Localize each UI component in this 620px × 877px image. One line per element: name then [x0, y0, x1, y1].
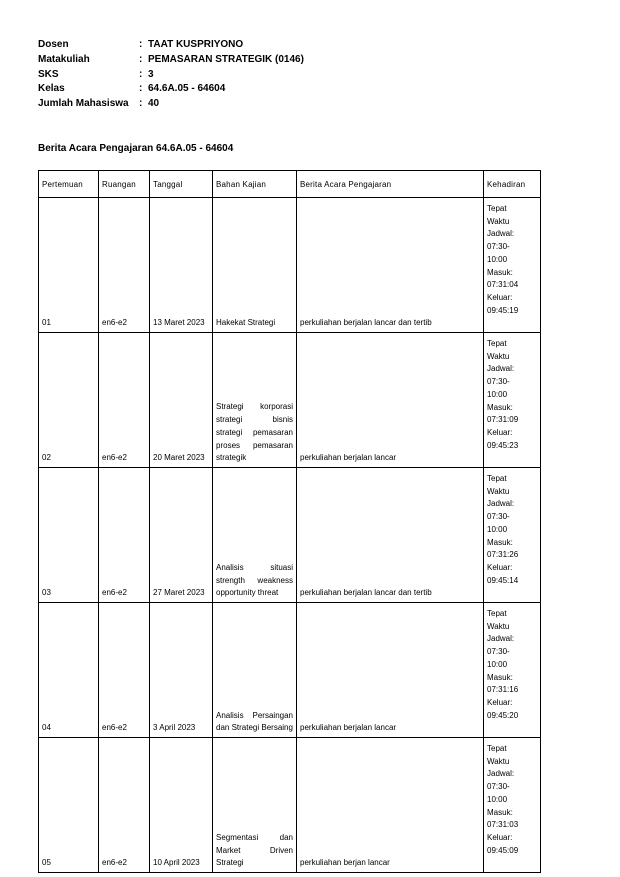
- info-label: SKS: [38, 68, 59, 80]
- kehadiran-line: 07:30-: [487, 782, 510, 792]
- cell-kehadiran: [484, 198, 541, 333]
- kehadiran-line: Jadwal:: [487, 364, 515, 374]
- kehadiran-line: Keluar:: [487, 562, 513, 572]
- cell-kehadiran: [484, 603, 541, 738]
- kehadiran-line: Masuk:: [487, 267, 513, 277]
- kehadiran-line: 09:45:23: [487, 440, 519, 450]
- kehadiran-line: Jadwal:: [487, 769, 515, 779]
- table-row: [39, 198, 541, 333]
- kehadiran-line: 09:45:09: [487, 845, 519, 855]
- cell-tanggal: 13 Maret 2023: [150, 198, 213, 333]
- info-value: 40: [148, 98, 160, 110]
- cell-berita-acara: perkuliahan berjalan lancar: [297, 603, 484, 738]
- cell-bahan-kajian: Analisis situasi strength weakness opportunity threat: [213, 468, 297, 603]
- header-tanggal: Tanggal: [150, 171, 213, 198]
- info-value: TAAT KUSPRIYONO: [148, 39, 244, 50]
- cell-pertemuan: 03: [39, 468, 99, 603]
- kehadiran-line: Keluar:: [487, 292, 513, 302]
- course-info: [38, 38, 304, 112]
- info-separator: :: [139, 83, 143, 95]
- kehadiran-line: 07:31:03: [487, 820, 519, 830]
- kehadiran-line: Keluar:: [487, 832, 513, 842]
- cell-kehadiran: [484, 738, 541, 873]
- kehadiran-line: Masuk:: [487, 672, 513, 682]
- kehadiran-line: Waktu: [487, 216, 510, 226]
- header-berita-acara: Berita Acara Pengajaran: [297, 171, 484, 198]
- kehadiran-line: 10:00: [487, 389, 508, 399]
- kehadiran-line: 10:00: [487, 254, 508, 264]
- kehadiran-line: 10:00: [487, 659, 508, 669]
- header-kehadiran: Kehadiran: [484, 171, 541, 198]
- cell-ruangan: en6-e2: [99, 468, 150, 603]
- kehadiran-line: 10:00: [487, 794, 508, 804]
- cell-pertemuan: 04: [39, 603, 99, 738]
- kehadiran-line: Jadwal:: [487, 634, 515, 644]
- kehadiran-line: Waktu: [487, 756, 510, 766]
- cell-ruangan: en6-e2: [99, 738, 150, 873]
- info-row-kelas: [38, 82, 304, 97]
- kehadiran-line: 07:30-: [487, 647, 510, 657]
- table-row: [39, 468, 541, 603]
- cell-ruangan: en6-e2: [99, 198, 150, 333]
- cell-kehadiran: [484, 333, 541, 468]
- kehadiran-line: Tepat: [487, 339, 507, 348]
- kehadiran-line: 07:31:09: [487, 415, 519, 425]
- info-row-dosen: [38, 38, 304, 53]
- kehadiran-line: 07:30-: [487, 242, 510, 252]
- table-header-row: [39, 171, 541, 198]
- attendance-table: [38, 170, 541, 873]
- header-pertemuan: Pertemuan: [39, 171, 99, 198]
- cell-ruangan: en6-e2: [99, 603, 150, 738]
- info-label: Kelas: [38, 83, 65, 95]
- cell-bahan-kajian: Strategi korporasi strategi bisnis strategi pemasaran proses pemasaran strategik: [213, 333, 297, 468]
- kehadiran-line: Masuk:: [487, 807, 513, 817]
- kehadiran-line: Tepat: [487, 204, 507, 213]
- kehadiran-line: Waktu: [487, 621, 510, 631]
- cell-kehadiran: [484, 468, 541, 603]
- kehadiran-line: 09:45:14: [487, 575, 519, 585]
- cell-bahan-kajian: Segmentasi dan Market Driven Strategi: [213, 738, 297, 873]
- header-bahan-kajian: Bahan Kajian: [213, 171, 297, 198]
- table-row: [39, 603, 541, 738]
- cell-tanggal: 20 Maret 2023: [150, 333, 213, 468]
- info-value: 64.6A.05 - 64604: [148, 83, 226, 95]
- kehadiran-line: 07:30-: [487, 377, 510, 387]
- cell-tanggal: 3 April 2023: [150, 603, 213, 738]
- cell-ruangan: en6-e2: [99, 333, 150, 468]
- kehadiran-line: Tepat: [487, 744, 507, 753]
- info-separator: :: [139, 53, 143, 65]
- cell-tanggal: 27 Maret 2023: [150, 468, 213, 603]
- table-row: [39, 738, 541, 873]
- info-row-matakuliah: [38, 53, 304, 68]
- section-title: Berita Acara Pengajaran 64.6A.05 - 64604: [38, 143, 234, 154]
- cell-pertemuan: 01: [39, 198, 99, 333]
- cell-bahan-kajian: Hakekat Strategi: [213, 198, 297, 333]
- kehadiran-line: 09:45:19: [487, 305, 519, 315]
- cell-berita-acara: perkuliahan berjalan lancar: [297, 333, 484, 468]
- info-separator: :: [139, 98, 143, 110]
- kehadiran-line: Tepat: [487, 474, 507, 483]
- info-value: 3: [148, 68, 154, 80]
- kehadiran-line: Masuk:: [487, 402, 513, 412]
- cell-berita-acara: perkuliahan berjalan lancar dan tertib: [297, 468, 484, 603]
- kehadiran-line: Waktu: [487, 486, 510, 496]
- kehadiran-line: 07:30-: [487, 512, 510, 522]
- cell-berita-acara: perkuliahan berjalan lancar dan tertib: [297, 198, 484, 333]
- info-label: Dosen: [38, 39, 69, 50]
- header-ruangan: Ruangan: [99, 171, 150, 198]
- info-label: Matakuliah: [38, 53, 90, 65]
- cell-pertemuan: 05: [39, 738, 99, 873]
- kehadiran-line: Jadwal:: [487, 229, 515, 239]
- kehadiran-line: Masuk:: [487, 537, 513, 547]
- kehadiran-line: Waktu: [487, 351, 510, 361]
- kehadiran-line: 10:00: [487, 524, 508, 534]
- cell-bahan-kajian: Analisis Persaingan dan Strategi Bersaing: [213, 603, 297, 738]
- kehadiran-line: 09:45:20: [487, 710, 519, 720]
- kehadiran-line: Keluar:: [487, 427, 513, 437]
- cell-tanggal: 10 April 2023: [150, 738, 213, 873]
- info-separator: :: [139, 68, 143, 80]
- info-value: PEMASARAN STRATEGIK (0146): [148, 53, 304, 65]
- kehadiran-line: 07:31:26: [487, 550, 519, 560]
- table-row: [39, 333, 541, 468]
- info-separator: :: [139, 39, 143, 50]
- kehadiran-line: Keluar:: [487, 697, 513, 707]
- info-row-sks: [38, 68, 304, 83]
- info-row-jumlah-mahasiswa: [38, 97, 304, 112]
- cell-berita-acara: perkuliahan berjan lancar: [297, 738, 484, 873]
- kehadiran-line: 07:31:16: [487, 685, 519, 695]
- info-label: Jumlah Mahasiswa: [38, 98, 129, 110]
- kehadiran-line: 07:31:04: [487, 280, 519, 290]
- cell-pertemuan: 02: [39, 333, 99, 468]
- kehadiran-line: Tepat: [487, 609, 507, 618]
- kehadiran-line: Jadwal:: [487, 499, 515, 509]
